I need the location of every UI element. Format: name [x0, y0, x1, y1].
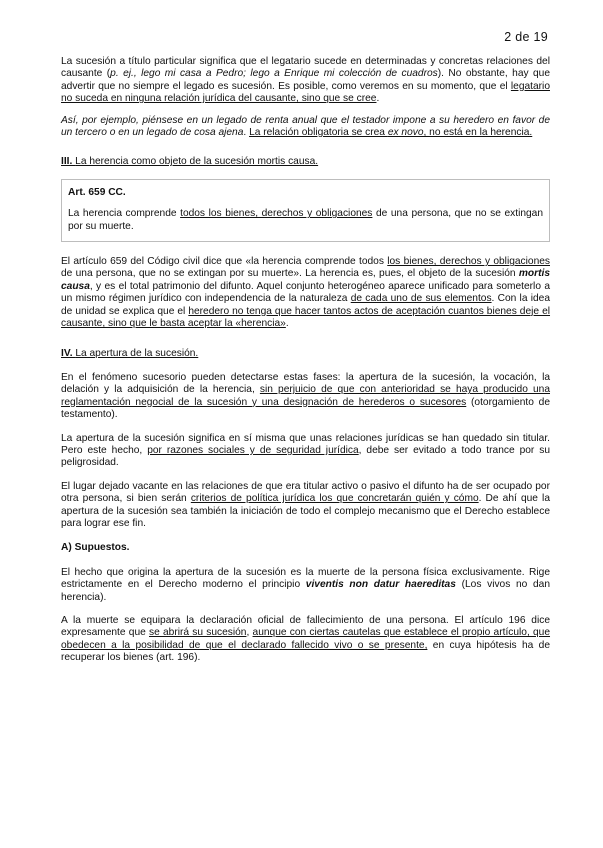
paragraph-vacant-place: El lugar dejado vacante en las relaciones de que era titular activo o pasivo el difunto ha de ser ocupado por otra persona, si bien serán criterios de política jurídica los que concretarán quién y cómo. De ahí que la apertura de la sucesión sea también la iniciación de todo el complejo mecanismo que el Derecho establece para lograr ese fin.: [61, 480, 550, 529]
subheading-supuestos: A) Supuestos.: [61, 542, 130, 554]
paragraph-article-659: El artículo 659 del Código civil dice que «la herencia comprende todos los bienes, derechos y obligaciones de una persona, que no se extingan por su muerte». La herencia es, pues, el objeto de la sucesión mortis causa, y es el total patrimonio del difunto. Aquel conjunto heterogéneo aparece unificado para someterlo a un mismo régimen jurídico con independencia de la naturaleza de cada uno de sus elementos. Con la idea de unidad se explica que el heredero no tenga que hacer tantos actos de aceptación cuantos bienes deje el causante, sino que le basta aceptar la «herencia».: [61, 256, 551, 330]
page-content: [61, 56, 550, 665]
section-heading-iv: IV. La apertura de la sucesión.: [61, 347, 199, 359]
article-text: La herencia comprende todos los bienes, derechos y obligaciones de una persona, que no se extingan por su muerte.: [68, 208, 543, 232]
section-heading-iii: III. La herencia como objeto de la sucesión mortis causa.: [61, 156, 319, 168]
paragraph-declaration: A la muerte se equipara la declaración oficial de fallecimiento de una persona. El artículo 196 dice expresamente que se abrirá su sucesión, aunque con ciertas cautelas que establece el propio artículo, que obedecen a la posibilidad de que el declarado fallecido vivo o se presente, en cuya hipótesis ha de recuperar los bienes (art. 196).: [61, 615, 551, 664]
paragraph-particular-succession: La sucesión a título particular significa que el legatario sucede en determinadas y concretas relaciones del causante (p. ej., lego mi casa a Pedro; lego a Enrique mi colección de cuadros). No obstante, hay que advertir que no siempre el legado es sucesión. Es posible, como veremos en su momento, que el legatario no suceda en ninguna relación jurídica del causante, sino que se cree.: [61, 56, 551, 105]
article-659-box: [61, 179, 550, 242]
page-number: 2 de 19: [504, 30, 548, 44]
paragraph-death: El hecho que origina la apertura de la sucesión es la muerte de la persona física exclusivamente. Rige estrictamente en el Derecho moderno el principio viventis non datur haereditas (Los vivos no dan herencia).: [61, 566, 551, 603]
paragraph-phases: En el fenómeno sucesorio pueden detectarse estas fases: la apertura de la sucesión, la vocación, la delación y la adquisición de la herencia, sin perjuicio de que con anterioridad se haya producido una reglamentación negocial de la sucesión y una designación de herederos o sucesores (otorgamiento de testamento).: [61, 371, 550, 421]
article-title: Art. 659 CC.: [68, 186, 126, 198]
paragraph-opening-meaning: La apertura de la sucesión significa en sí misma que unas relaciones jurídicas se han quedado sin titular. Pero este hecho, por razones sociales y de seguridad jurídica, debe ser evitado a todo trance por su peligrosidad.: [61, 432, 550, 469]
paragraph-legacy-example: Así, por ejemplo, piénsese en un legado de renta anual que el testador impone a su heredero en favor de un tercero o en un legado de cosa ajena. La relación obligatoria se crea ex novo, no está en la herencia.: [61, 114, 550, 139]
